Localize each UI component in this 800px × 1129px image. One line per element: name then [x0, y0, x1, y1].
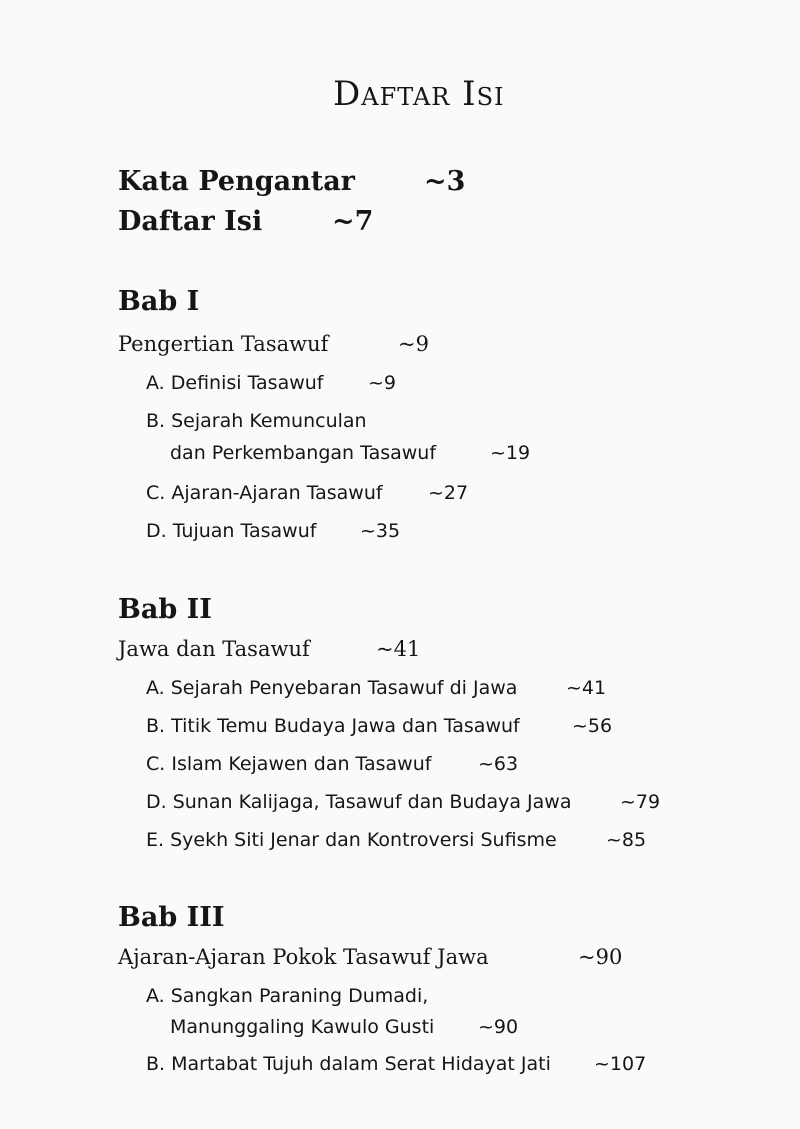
- chapter-title-3[interactable]: [118, 945, 623, 969]
- toc-entry-label-cont-text: Manunggaling Kawulo Gusti: [170, 1016, 435, 1038]
- toc-entry-label: Kata Pengantar: [118, 166, 355, 197]
- toc-entry-page: ~35: [360, 520, 401, 542]
- chapter-heading-1: Bab I: [118, 286, 200, 317]
- toc-entry-page: ~41: [566, 677, 607, 699]
- toc-entry-label: D. Tujuan Tasawuf: [146, 520, 317, 542]
- toc-entry-label: A. Definisi Tasawuf: [146, 372, 324, 394]
- toc-entry-page: ~27: [428, 482, 469, 504]
- toc-entry-page: ~90: [478, 1016, 519, 1038]
- toc-entry-page: ~56: [572, 715, 613, 737]
- chapter-title-label: Jawa dan Tasawuf: [118, 637, 310, 661]
- toc-entry-label: B. Titik Temu Budaya Jawa dan Tasawuf: [146, 715, 520, 737]
- toc-entry-label: B. Sejarah Kemunculan: [146, 410, 367, 432]
- toc-entry-label: E. Syekh Siti Jenar dan Kontroversi Sufisme: [146, 829, 557, 851]
- toc-entry-label: C. Ajaran-Ajaran Tasawuf: [146, 482, 383, 504]
- toc-entry[interactable]: [146, 1053, 647, 1075]
- chapter-title-page: ~9: [398, 332, 429, 356]
- chapter-heading-2: Bab II: [118, 594, 212, 625]
- toc-entry-daftar-isi[interactable]: [118, 206, 374, 237]
- toc-entry-label: B. Martabat Tujuh dalam Serat Hidayat Jati: [146, 1053, 551, 1075]
- toc-entry[interactable]: [146, 520, 401, 542]
- toc-entry-label-continued: [170, 1016, 519, 1038]
- toc-entry-page: ~19: [490, 442, 531, 464]
- chapter-heading-3: Bab III: [118, 902, 225, 933]
- toc-entry[interactable]: [146, 985, 519, 1038]
- chapter-title-page: ~41: [376, 637, 421, 661]
- toc-entry-label-continued: [170, 442, 531, 464]
- toc-entry[interactable]: [146, 677, 607, 699]
- chapter-title-page: ~90: [578, 945, 623, 969]
- toc-entry-kata-pengantar[interactable]: [118, 166, 466, 197]
- toc-entry-page: ~3: [424, 166, 466, 197]
- toc-entry[interactable]: [146, 791, 661, 813]
- chapter-title-label: Ajaran-Ajaran Pokok Tasawuf Jawa: [118, 945, 489, 969]
- toc-entry-label: A. Sejarah Penyebaran Tasawuf di Jawa: [146, 677, 518, 699]
- toc-entry-page: ~7: [332, 206, 374, 237]
- toc-entry[interactable]: [146, 715, 613, 737]
- chapter-title-2[interactable]: [118, 637, 421, 661]
- toc-entry[interactable]: [146, 372, 397, 394]
- toc-entry-label: C. Islam Kejawen dan Tasawuf: [146, 753, 432, 775]
- toc-entry[interactable]: [146, 410, 531, 464]
- toc-entry-page: ~79: [620, 791, 661, 813]
- chapter-title-label: Pengertian Tasawuf: [118, 332, 329, 356]
- toc-entry[interactable]: [146, 829, 647, 851]
- page-title: Daftar Isi: [333, 74, 505, 114]
- toc-entry-label: Daftar Isi: [118, 206, 263, 237]
- toc-entry[interactable]: [146, 482, 469, 504]
- toc-entry-page: ~63: [478, 753, 519, 775]
- toc-entry-label: D. Sunan Kalijaga, Tasawuf dan Budaya Jawa: [146, 791, 572, 813]
- toc-entry-page: ~9: [368, 372, 397, 394]
- toc-entry-label-cont-text: dan Perkembangan Tasawuf: [170, 442, 437, 464]
- toc-entry-label: A. Sangkan Paraning Dumadi,: [146, 985, 429, 1007]
- toc-entry-page: ~85: [606, 829, 647, 851]
- toc-entry[interactable]: [146, 753, 519, 775]
- toc-entry-page: ~107: [594, 1053, 647, 1075]
- chapter-title-1[interactable]: [118, 332, 429, 356]
